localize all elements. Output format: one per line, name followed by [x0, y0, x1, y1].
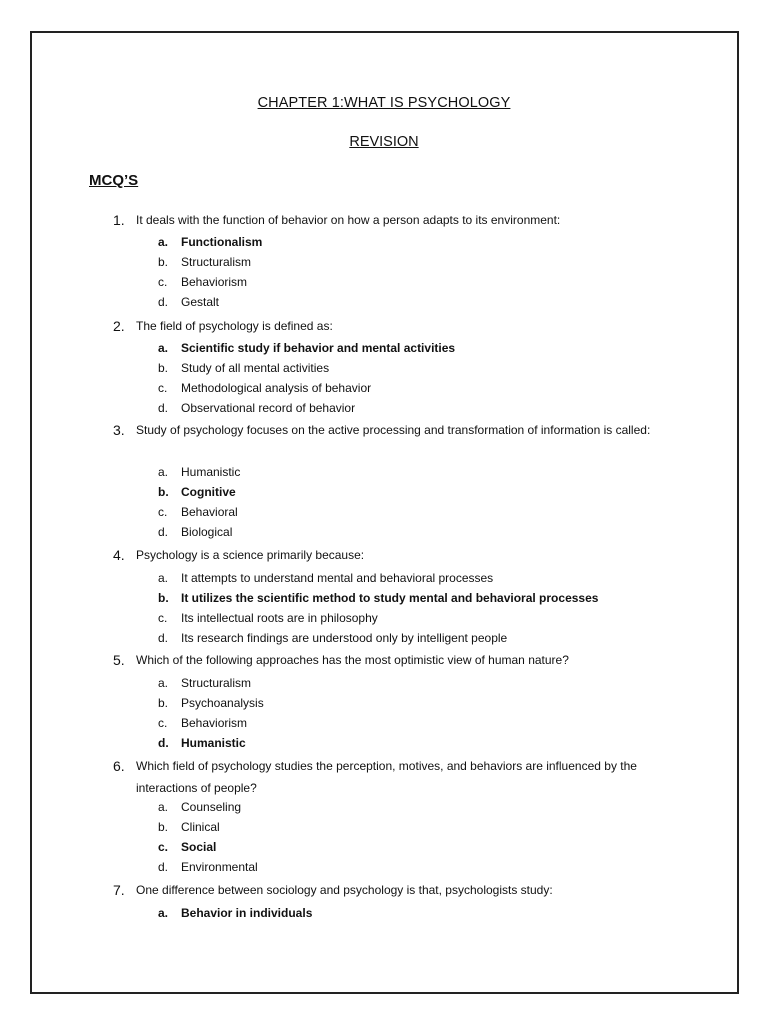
answer-option: Behaviorism	[181, 275, 248, 289]
question-text: Study of psychology focuses on the active processing and transformation of information is called:	[136, 423, 651, 437]
option-letter: b.	[158, 485, 169, 499]
option-letter: b.	[158, 820, 169, 834]
answer-option: Humanistic	[181, 465, 241, 479]
option-letter: b.	[158, 255, 169, 269]
answer-option: Study of all mental activities	[181, 361, 330, 375]
section-title: REVISION	[349, 134, 419, 150]
chapter-title: CHAPTER 1:WHAT IS PSYCHOLOGY	[257, 95, 511, 111]
question-number: 2.	[113, 318, 125, 334]
option-letter: a.	[158, 341, 169, 355]
option-letter: a.	[158, 235, 169, 249]
answer-option: Methodological analysis of behavior	[181, 381, 372, 395]
option-letter: d.	[158, 631, 169, 645]
answer-option: Counseling	[181, 800, 242, 814]
answer-option-correct: It utilizes the scientific method to study mental and behavioral processes	[181, 591, 599, 605]
question-number: 7.	[113, 882, 125, 898]
answer-option: Structuralism	[181, 676, 252, 690]
option-letter: d.	[158, 401, 169, 415]
question-number: 3.	[113, 422, 125, 438]
option-letter: d.	[158, 736, 169, 750]
option-letter: d.	[158, 295, 169, 309]
option-letter: d.	[158, 860, 169, 874]
question-number: 1.	[113, 212, 125, 228]
answer-option-correct: Humanistic	[181, 736, 246, 750]
answer-option: Structuralism	[181, 255, 252, 269]
answer-option: Psychoanalysis	[181, 696, 264, 710]
question-number: 6.	[113, 758, 125, 774]
option-letter: a.	[158, 906, 169, 920]
answer-option-correct: Cognitive	[181, 485, 236, 499]
answer-option: Gestalt	[181, 295, 220, 309]
option-letter: a.	[158, 800, 169, 814]
answer-option-correct: Scientific study if behavior and mental activities	[181, 341, 456, 355]
question-number: 4.	[113, 547, 125, 563]
answer-option: Its research findings are understood only by intelligent people	[181, 631, 508, 645]
option-letter: c.	[158, 840, 169, 854]
answer-option-correct: Social	[181, 840, 217, 854]
option-letter: c.	[158, 505, 168, 519]
option-letter: c.	[158, 275, 168, 289]
option-letter: b.	[158, 591, 169, 605]
question-text: Which field of psychology studies the perception, motives, and behaviors are influenced by the interactions of people?	[136, 759, 637, 795]
answer-option-correct: Functionalism	[181, 235, 263, 249]
answer-option: It attempts to understand mental and behavioral processes	[181, 571, 494, 585]
answer-option: Behavioral	[181, 505, 238, 519]
option-letter: a.	[158, 465, 169, 479]
option-letter: c.	[158, 716, 168, 730]
answer-option: Environmental	[181, 860, 258, 874]
answer-option: Observational record of behavior	[181, 401, 356, 415]
question-text: It deals with the function of behavior on how a person adapts to its environment:	[136, 213, 561, 227]
answer-option: Its intellectual roots are in philosophy	[181, 611, 378, 625]
question-text: Which of the following approaches has the most optimistic view of human nature?	[136, 653, 569, 667]
option-letter: c.	[158, 381, 168, 395]
answer-option: Biological	[181, 525, 233, 539]
option-letter: d.	[158, 525, 169, 539]
answer-option: Behaviorism	[181, 716, 248, 730]
question-text: Psychology is a science primarily because:	[136, 548, 365, 562]
answer-option: Clinical	[181, 820, 220, 834]
option-letter: b.	[158, 696, 169, 710]
question-text: The field of psychology is defined as:	[136, 319, 333, 333]
option-letter: b.	[158, 361, 169, 375]
option-letter: c.	[158, 611, 168, 625]
option-letter: a.	[158, 571, 169, 585]
option-letter: a.	[158, 676, 169, 690]
mcq-heading: MCQ’S	[89, 172, 139, 189]
answer-option-correct: Behavior in individuals	[181, 906, 313, 920]
question-number: 5.	[113, 652, 125, 668]
question-text: One difference between sociology and psychology is that, psychologists study:	[136, 883, 553, 897]
